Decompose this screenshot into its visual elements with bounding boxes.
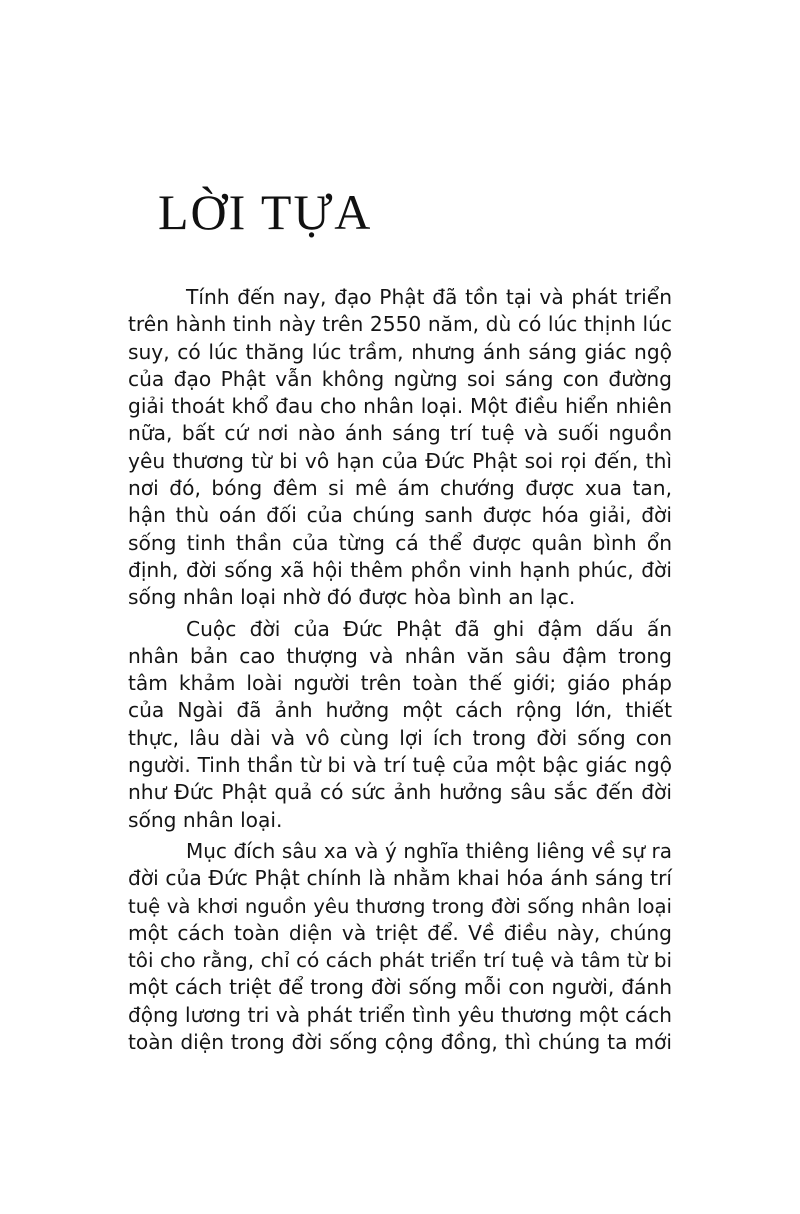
- text-line: sống nhân loại.: [128, 807, 283, 832]
- text-line: Cuộc đời của Đức Phật đã ghi đậm dấu ấn: [186, 616, 672, 641]
- text-line: hận thù oán đối của chúng sanh được hóa giải, đời: [128, 503, 672, 528]
- text-line: sống tinh thần của từng cá thể được quân bình ổn: [128, 530, 672, 555]
- paragraph-3: [128, 838, 672, 1056]
- text-line: của Ngài đã ảnh hưởng một cách rộng lớn, thiết: [128, 698, 672, 723]
- page-title: LỜI TỰA: [158, 184, 373, 240]
- text-line: nhân bản cao thượng và nhân văn sâu đậm trong: [128, 643, 672, 668]
- text-line: định, đời sống xã hội thêm phồn vinh hạnh phúc, đời: [128, 557, 672, 582]
- paragraph-2: [128, 616, 672, 834]
- text-line: trên hành tinh này trên 2550 năm, dù có lúc thịnh lúc: [128, 312, 672, 337]
- text-line: tôi cho rằng, chỉ có cách phát triển trí tuệ và tâm từ bi: [128, 949, 672, 973]
- paragraph-1: [128, 284, 672, 612]
- text-line: Tính đến nay, đạo Phật đã tồn tại và phát triển: [186, 285, 672, 309]
- text-line: tuệ và khơi nguồn yêu thương trong đời sống nhân loại: [128, 894, 672, 918]
- text-line: đời của Đức Phật chính là nhằm khai hóa ánh sáng trí: [128, 866, 672, 891]
- text-line: nữa, bất cứ nơi nào ánh sáng trí tuệ và suối nguồn: [128, 421, 672, 446]
- text-line: tâm khảm loài người trên toàn thế giới; giáo pháp: [128, 671, 672, 696]
- text-line: sống nhân loại nhờ đó được hòa bình an lạc.: [128, 585, 576, 610]
- text-line: nơi đó, bóng đêm si mê ám chướng được xua tan,: [128, 476, 672, 501]
- body-text: [128, 284, 672, 1060]
- text-line: một cách toàn diện và triệt để. Về điều này, chúng: [128, 920, 672, 945]
- text-line: toàn diện trong đời sống cộng đồng, thì chúng ta mới: [128, 1030, 672, 1055]
- text-line: như Đức Phật quả có sức ảnh hưởng sâu sắc đến đời: [128, 780, 672, 805]
- text-line: thực, lâu dài và vô cùng lợi ích trong đời sống con: [128, 725, 672, 750]
- text-line: của đạo Phật vẫn không ngừng soi sáng con đường: [128, 366, 672, 391]
- text-line: một cách triệt để trong đời sống mỗi con người, đánh: [128, 975, 672, 1000]
- text-line: người. Tinh thần từ bi và trí tuệ của một bậc giác ngộ: [128, 753, 672, 778]
- text-line: Mục đích sâu xa và ý nghĩa thiêng liêng về sự ra: [186, 838, 672, 863]
- text-line: yêu thương từ bi vô hạn của Đức Phật soi rọi đến, thì: [128, 448, 672, 473]
- text-line: động lương tri và phát triển tình yêu thương một cách: [128, 1002, 672, 1027]
- text-line: suy, có lúc thăng lúc trầm, nhưng ánh sáng giác ngộ: [128, 339, 672, 364]
- text-line: giải thoát khổ đau cho nhân loại. Một điều hiển nhiên: [128, 394, 672, 419]
